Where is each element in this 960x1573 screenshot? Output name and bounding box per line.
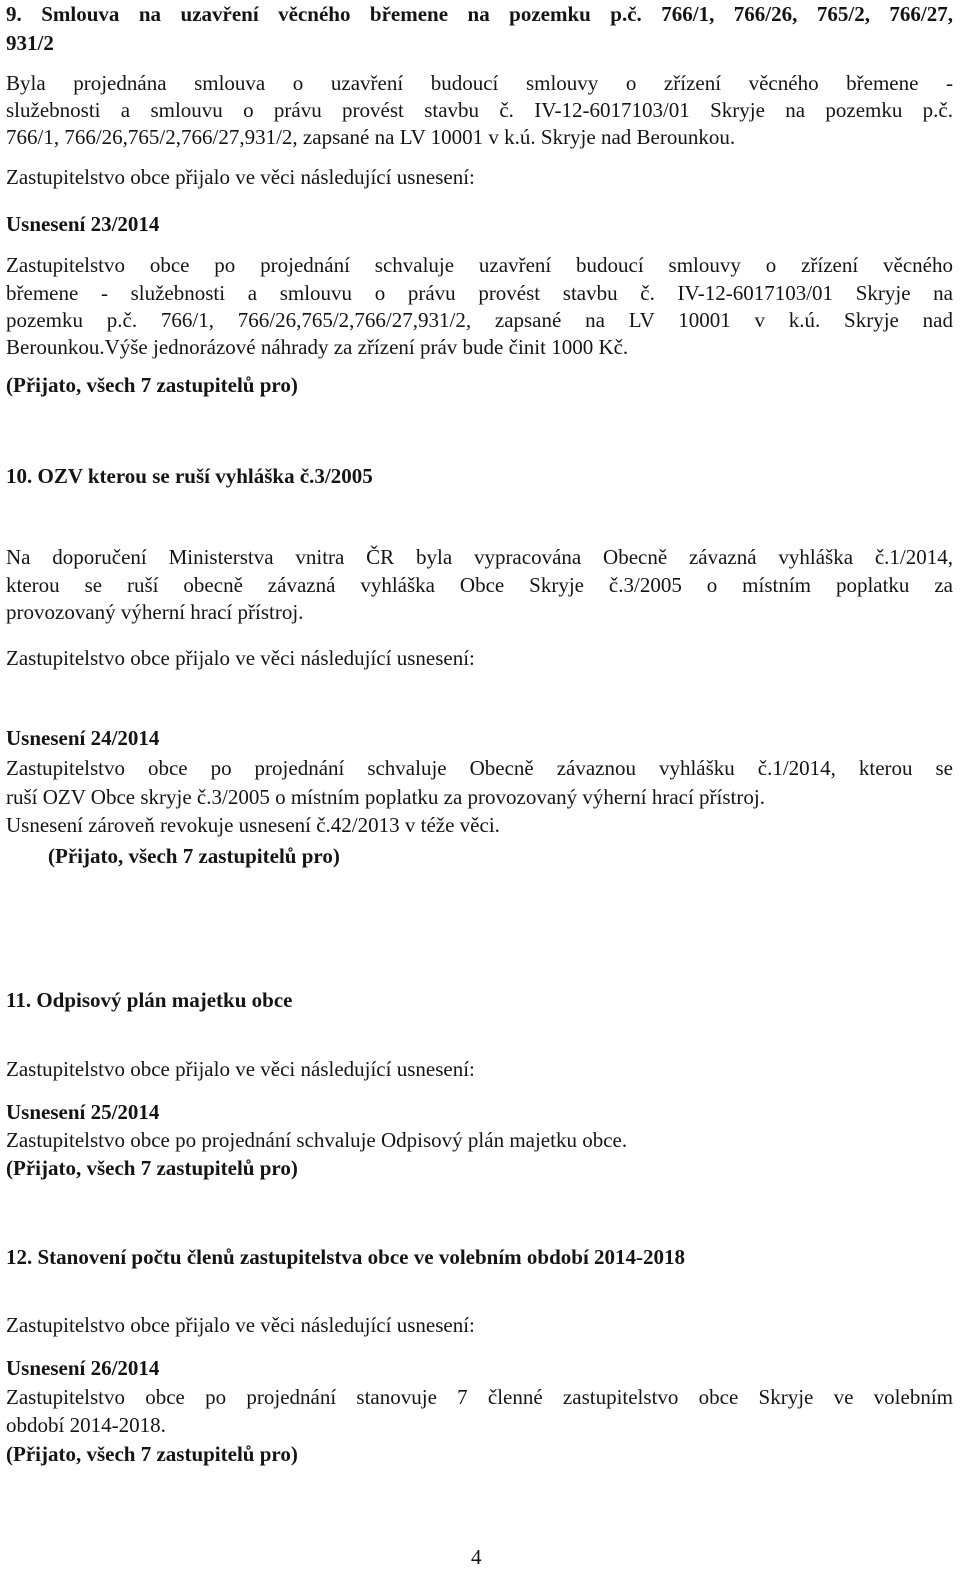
page-number: 4 [471, 1545, 482, 1569]
resolution-title: Usnesení 25/2014 [6, 1100, 160, 1124]
vote-result: (Přijato, všech 7 zastupitelů pro) [48, 844, 340, 868]
resolution-line: Berounkou.Výše jednorázové náhrady za zřízení práv bude činit 1000 Kč. [6, 335, 629, 359]
resolution-line: Zastupitelstvo obce po projednání schvaluje Odpisový plán majetku obce. [6, 1128, 628, 1152]
council-statement: Zastupitelstvo obce přijalo ve věci následující usnesení: [6, 1313, 475, 1337]
resolution-title: Usnesení 26/2014 [6, 1356, 160, 1380]
resolution-line: ruší OZV Obce skryje č.3/2005 o místním poplatku za provozovaný výherní hrací přístroj. [6, 785, 765, 809]
resolution-line: Usnesení zároveň revokuje usnesení č.42/2013 v téže věci. [6, 813, 500, 837]
resolution-line: pozemku p.č. 766/1, 766/26,765/2,766/27,931/2, zapsané na LV 10001 v k.ú. Skryje nad [6, 308, 953, 332]
section-12-heading: 12. Stanovení počtu členů zastupitelstva obce ve volebním období 2014-2018 [6, 1245, 686, 1269]
section-10-intro-line: Na doporučení Ministerstva vnitra ČR byla vypracována Obecně závazná vyhláška č.1/2014, [6, 545, 953, 569]
vote-result: (Přijato, všech 7 zastupitelů pro) [6, 1156, 298, 1180]
section-9-intro-line: Byla projednána smlouva o uzavření budoucí smlouvy o zřízení věcného břemene - [6, 71, 953, 95]
vote-result: (Přijato, všech 7 zastupitelů pro) [6, 373, 298, 397]
resolution-line: Zastupitelstvo obce po projednání schvaluje Obecně závaznou vyhlášku č.1/2014, kterou se [6, 756, 953, 780]
council-statement: Zastupitelstvo obce přijalo ve věci následující usnesení: [6, 646, 475, 670]
resolution-line: Zastupitelstvo obce po projednání schvaluje uzavření budoucí smlouvy o zřízení věcného [6, 253, 953, 277]
council-statement: Zastupitelstvo obce přijalo ve věci následující usnesení: [6, 165, 475, 189]
vote-result: (Přijato, všech 7 zastupitelů pro) [6, 1442, 298, 1466]
section-9-heading: 9. Smlouva na uzavření věcného břemene na pozemku p.č. 766/1, 766/26, 765/2, 766/27, [6, 2, 953, 26]
section-9-intro-line: 766/1, 766/26,765/2,766/27,931/2, zapsané na LV 10001 v k.ú. Skryje nad Berounkou. [6, 125, 736, 149]
resolution-line: Zastupitelstvo obce po projednání stanovuje 7 členné zastupitelstvo obce Skryje ve volebním [6, 1385, 953, 1409]
section-10-intro-line: provozovaný výherní hrací přístroj. [6, 600, 304, 624]
resolution-line: období 2014-2018. [6, 1413, 166, 1437]
section-9-heading-cont: 931/2 [6, 31, 54, 55]
resolution-title: Usnesení 24/2014 [6, 726, 160, 750]
section-10-intro-line: kterou se ruší obecně závazná vyhláška Obce Skryje č.3/2005 o místním poplatku za [6, 573, 953, 597]
section-10-heading: 10. OZV kterou se ruší vyhláška č.3/2005 [6, 464, 373, 488]
resolution-line: břemene - služebnosti a smlouvu o právu provést stavbu č. IV-12-6017103/01 Skryje na [6, 281, 953, 305]
resolution-title: Usnesení 23/2014 [6, 212, 160, 236]
section-11-heading: 11. Odpisový plán majetku obce [6, 988, 293, 1012]
section-9-intro-line: služebnosti a smlouvu o právu provést stavbu č. IV-12-6017103/01 Skryje na pozemku p.č. [6, 98, 953, 122]
council-statement: Zastupitelstvo obce přijalo ve věci následující usnesení: [6, 1057, 475, 1081]
